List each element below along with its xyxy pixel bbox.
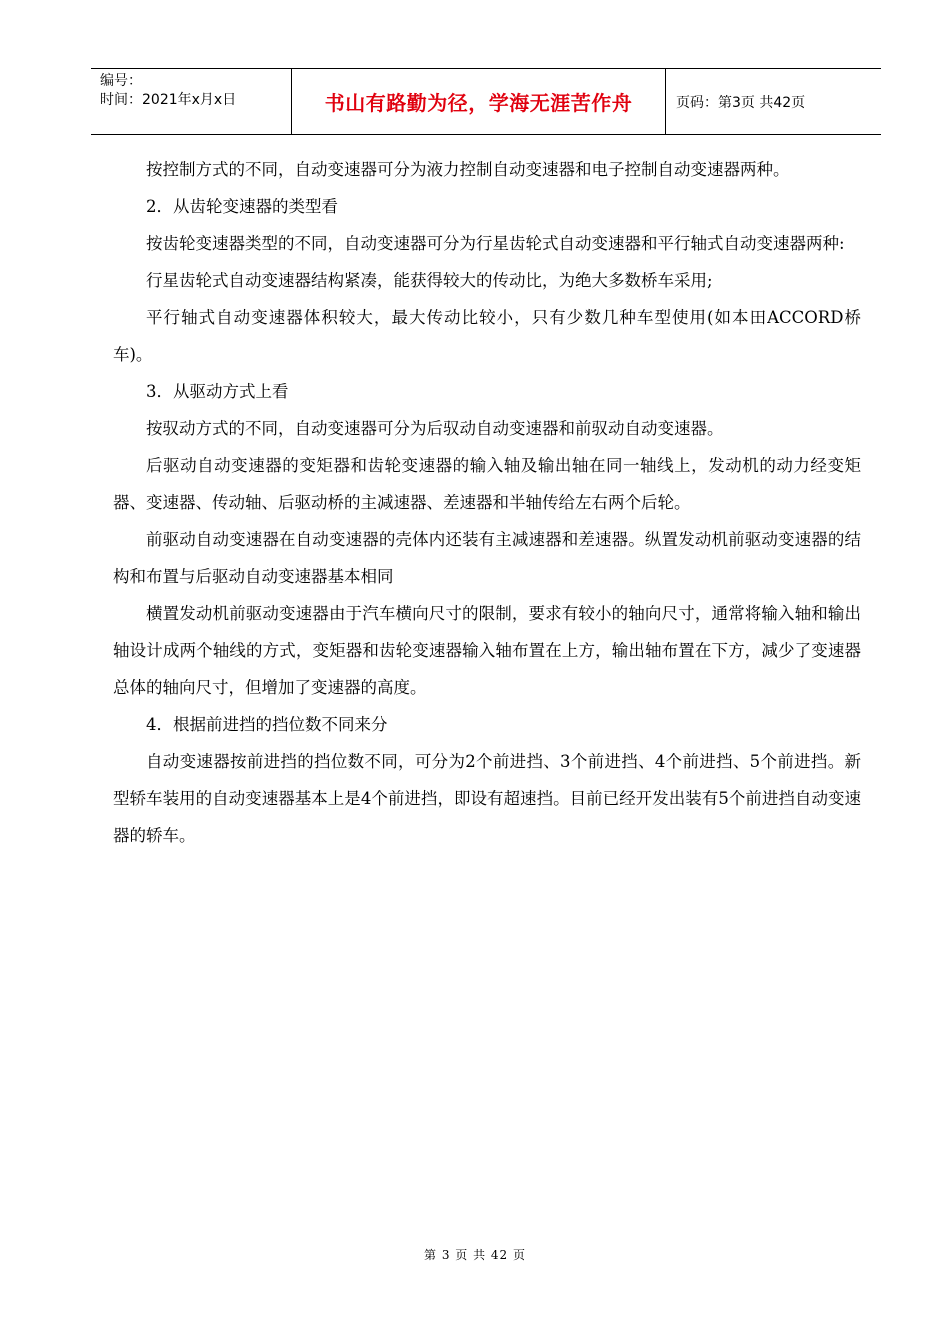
paragraph: 横置发动机前驱动变速器由于汽车横向尺寸的限制，要求有较小的轴向尺寸，通常将输入轴和输出轴设计成两个轴线的方式，变矩器和齿轮变速器输入轴布置在上方，输出轴布置在下方，减少了变速器总体的轴向尺寸，但增加了变速器的高度。 <box>113 604 861 697</box>
document-body <box>113 151 861 854</box>
paragraph: 行星齿轮式自动变速器结构紧凑，能获得较大的传动比，为绝大多数桥车采用; <box>146 271 713 290</box>
header-meta <box>91 69 292 134</box>
time-label: 时间：2021年x月x日 <box>100 92 237 108</box>
header-motto: 书山有路勤为径，学海无涯苦作舟 <box>292 69 666 134</box>
paragraph: 后驱动自动变速器的变矩器和齿轮变速器的输入轴及输出轴在同一轴线上，发动机的动力经变矩器、变速器、传动轴、后驱动桥的主减速器、差速器和半轴传给左右两个后轮。 <box>113 456 861 512</box>
paragraph: 平行轴式自动变速器体积较大，最大传动比较小，只有少数几种车型使用(如本田ACCORD桥车)。 <box>113 308 861 364</box>
section-heading: 3．从驱动方式上看 <box>146 382 289 401</box>
paragraph: 按齿轮变速器类型的不同，自动变速器可分为行星齿轮式自动变速器和平行轴式自动变速器两种: <box>146 234 845 253</box>
paragraph: 自动变速器按前进挡的挡位数不同，可分为2个前进挡、3个前进挡、4个前进挡、5个前进挡。新型轿车装用的自动变速器基本上是4个前进挡，即设有超速挡。目前已经开发出装有5个前进挡自动变速器的轿车。 <box>113 752 861 845</box>
page-header <box>91 68 881 135</box>
serial-label: 编号： <box>100 73 142 89</box>
section-heading: 4．根据前进挡的挡位数不同来分 <box>146 715 388 734</box>
paragraph: 前驱动自动变速器在自动变速器的壳体内还装有主减速器和差速器。纵置发动机前驱动变速器的结构和布置与后驱动自动变速器基本相同 <box>113 530 861 586</box>
header-page-info: 页码：第3页 共42页 <box>676 94 806 111</box>
section-heading: 2．从齿轮变速器的类型看 <box>146 197 338 216</box>
page-footer: 第 3 页 共 42 页 <box>424 1248 526 1262</box>
paragraph: 按驭动方式的不同，自动变速器可分为后驭动自动变速器和前驭动自动变速器。 <box>146 419 724 438</box>
paragraph: 按控制方式的不同，自动变速器可分为液力控制自动变速器和电子控制自动变速器两种。 <box>146 160 790 179</box>
